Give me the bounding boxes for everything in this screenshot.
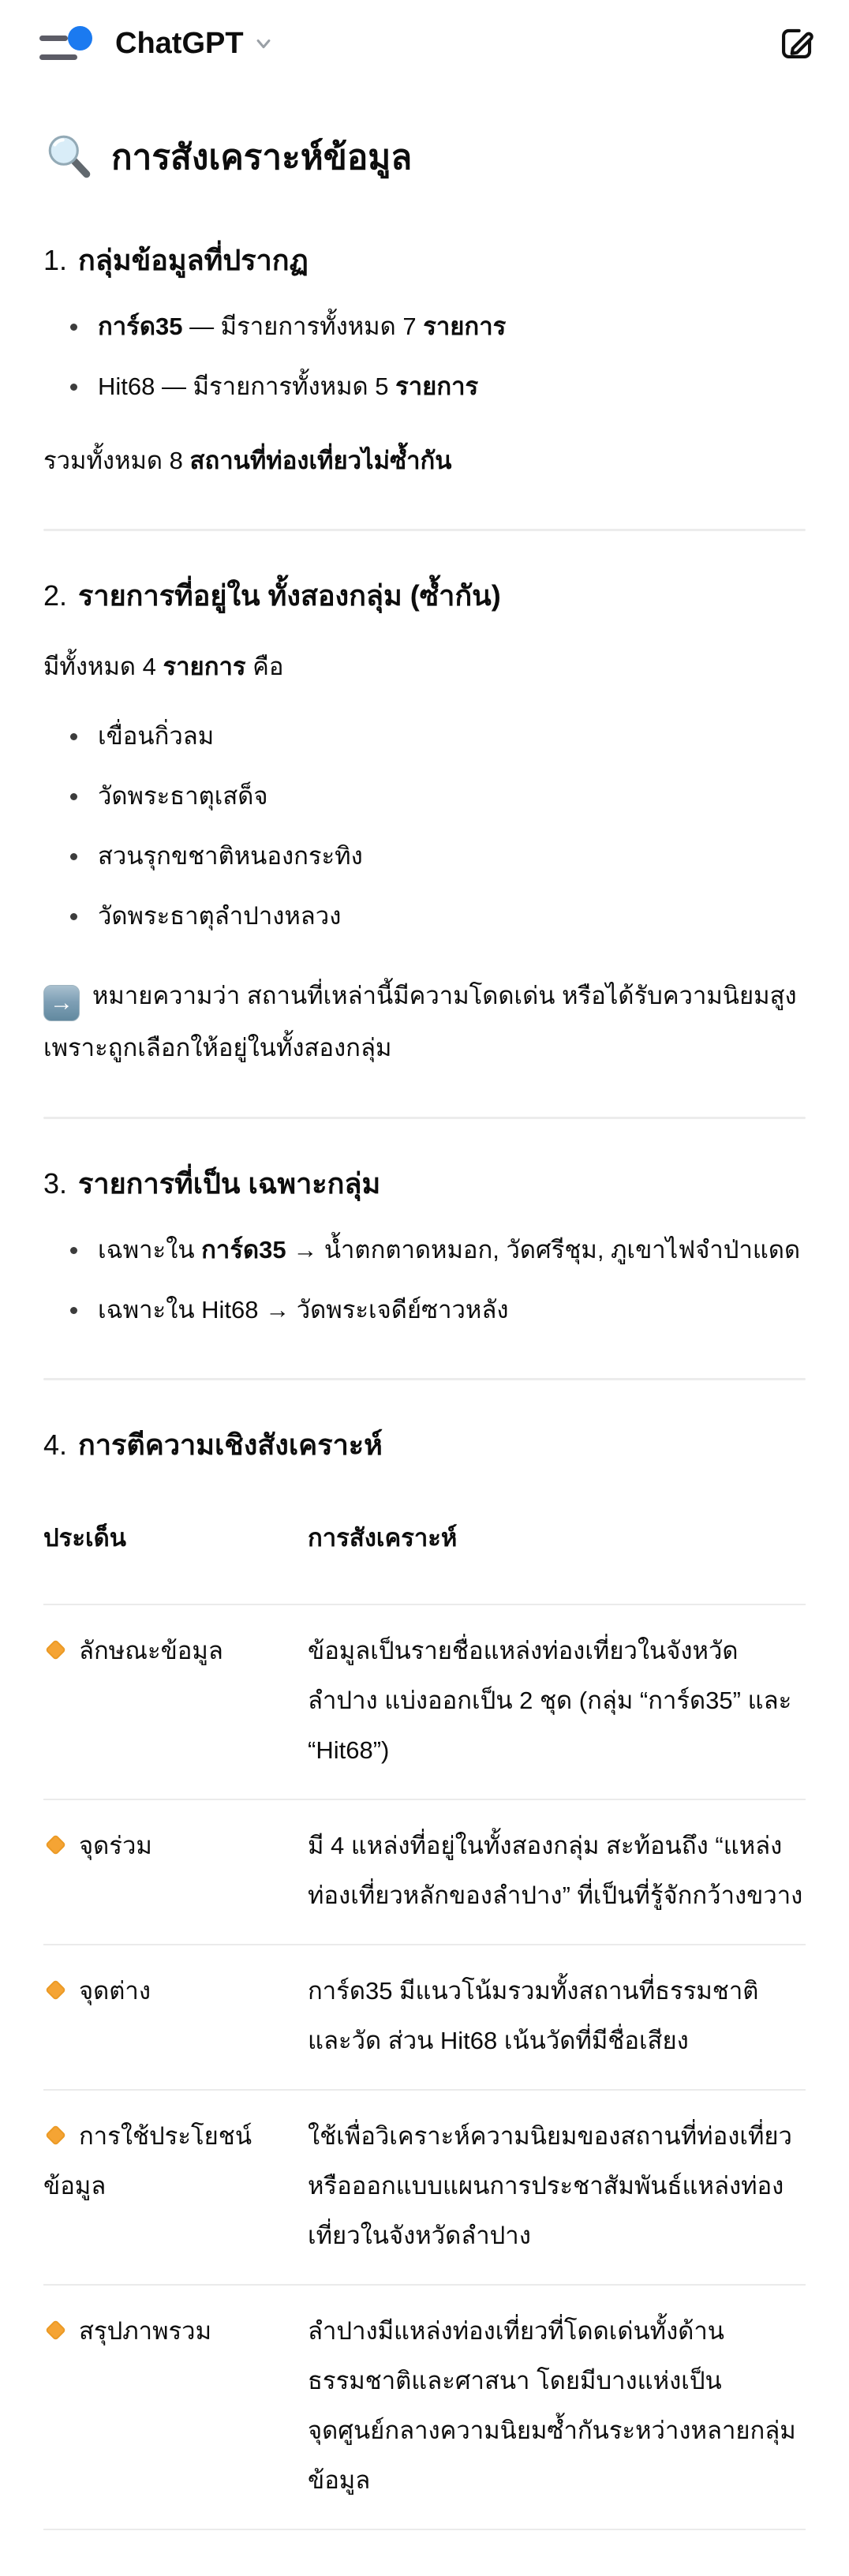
bullet-list: [43, 301, 806, 412]
top-bar: [0, 0, 849, 87]
section-title: รายการที่เป็น เฉพาะกลุ่ม: [78, 1167, 381, 1200]
list-item: [43, 891, 806, 942]
bullet-icon: [70, 1247, 77, 1254]
list-item-text: เฉพาะใน Hit68 → วัดพระเจดีย์ซาวหลัง: [98, 1296, 509, 1324]
list-item-text: วัดพระธาตุเสด็จ: [98, 782, 268, 810]
synthesis-table: [43, 1489, 806, 2530]
notification-dot-icon: [68, 26, 92, 51]
right-arrow-icon: →: [43, 985, 80, 1021]
list-item-text: การ์ด35 — มีรายการทั้งหมด 7 รายการ: [98, 313, 507, 340]
list-item: [43, 1285, 806, 1335]
page-title-text: การสังเคราะห์ข้อมูล: [111, 138, 413, 177]
orange-diamond-icon: [45, 2125, 66, 2146]
list-item-text: เขื่อนกิ่วลม: [98, 722, 215, 750]
section-title: การตีความเชิงสังเคราะห์: [78, 1428, 383, 1461]
list-item: [43, 301, 806, 352]
note-line: [43, 970, 806, 1074]
bullet-icon: [70, 384, 77, 391]
topic-cell: การใช้ประโยชน์ข้อมูล: [43, 2122, 252, 2200]
assistant-message: [0, 126, 849, 2530]
topic-cell: ลักษณะข้อมูล: [43, 1605, 308, 1799]
topic-cell: สรุปภาพรวม: [43, 2286, 308, 2529]
bullet-icon: [70, 853, 77, 860]
analysis-cell: ใช้เพื่อวิเคราะห์ความนิยมของสถานที่ท่องเที่ยว หรือออกแบบแผนการประชาสัมพันธ์แหล่งท่องเที่ยวในจังหวัดลำปาง: [308, 2122, 792, 2249]
divider: [43, 1378, 806, 1380]
section-number: 1.: [43, 244, 68, 276]
bullet-icon: [70, 324, 77, 331]
bullet-icon: [70, 733, 77, 740]
bullet-icon: [70, 1307, 77, 1314]
model-selector[interactable]: [115, 27, 275, 61]
note-text: หมายความว่า สถานที่เหล่านี้มีความโดดเด่น หรือได้รับความนิยมสูง เพราะถูกเลือกให้อยู่ในทั้งสองกลุ่ม: [43, 982, 797, 1061]
bullet-icon: [70, 913, 77, 920]
magnifying-glass-icon: [43, 132, 95, 184]
list-item: [43, 361, 806, 412]
section-heading-2: [43, 574, 806, 618]
section-number: 4.: [43, 1428, 68, 1461]
bullet-list: [43, 711, 806, 942]
menu-bar-icon: [39, 54, 77, 60]
divider: [43, 529, 806, 531]
menu-bar-icon: [39, 36, 68, 41]
topic-cell: จุดต่าง: [43, 1945, 308, 2089]
section-heading-3: [43, 1162, 806, 1206]
list-item-text: Hit68 — มีรายการทั้งหมด 5 รายการ: [98, 373, 479, 400]
list-item-text: วัดพระธาตุลำปางหลวง: [98, 902, 342, 930]
table-header-row: [43, 1489, 806, 1605]
table-header-topic: ประเด็น: [43, 1524, 126, 1552]
chevron-down-icon: [252, 32, 275, 55]
list-item-text: เฉพาะใน การ์ด35 → น้ำตกตาดหมอก, วัดศรีชุม, ภูเขาไฟจำป่าแดด: [98, 1236, 801, 1264]
orange-diamond-icon: [45, 2320, 66, 2341]
analysis-cell: ลำปางมีแหล่งท่องเที่ยวที่โดดเด่นทั้งด้านธรรมชาติและศาสนา โดยมีบางแห่งเป็นจุดศูนย์กลางความนิยมซ้ำกันระหว่างหลายกลุ่มข้อมูล: [308, 2317, 796, 2494]
app-title: ChatGPT: [115, 26, 244, 60]
table-row: [43, 1945, 806, 2091]
list-item: [43, 711, 806, 762]
table-row: [43, 1800, 806, 1945]
section-heading-4: [43, 1423, 806, 1467]
table-header-analysis: การสังเคราะห์: [308, 1524, 458, 1552]
bullet-icon: [70, 793, 77, 800]
analysis-cell: มี 4 แหล่งที่อยู่ในทั้งสองกลุ่ม สะท้อนถึง “แหล่งท่องเที่ยวหลักของลำปาง” ที่เป็นที่รู้จักกว้างขวาง: [308, 1832, 803, 1909]
bullet-list: [43, 1225, 806, 1335]
orange-diamond-icon: [45, 1639, 66, 1661]
divider: [43, 1117, 806, 1119]
table-row: [43, 2286, 806, 2530]
section-number: 2.: [43, 579, 68, 612]
section-number: 3.: [43, 1167, 68, 1200]
summary-line: รวมทั้งหมด 8 สถานที่ท่องเที่ยวไม่ซ้ำกัน: [43, 447, 452, 474]
section-title: กลุ่มข้อมูลที่ปรากฏ: [78, 244, 309, 276]
section-heading-1: [43, 238, 806, 283]
list-item: [43, 771, 806, 822]
intro-line: มีทั้งหมด 4 รายการ คือ: [43, 653, 284, 680]
page-title: [43, 126, 806, 189]
compose-icon: [776, 23, 817, 64]
topic-cell: จุดร่วม: [43, 1800, 308, 1944]
list-item: [43, 1225, 806, 1275]
table-row: [43, 1605, 806, 1800]
new-chat-button[interactable]: [773, 20, 821, 67]
table-row: [43, 2091, 806, 2286]
sidebar-toggle-button[interactable]: [32, 20, 98, 67]
analysis-cell: ข้อมูลเป็นรายชื่อแหล่งท่องเที่ยวในจังหวัดลำปาง แบ่งออกเป็น 2 ชุด (กลุ่ม “การ์ด35” และ “Hit68”): [308, 1637, 792, 1764]
section-title: รายการที่อยู่ใน ทั้งสองกลุ่ม (ซ้ำกัน): [78, 579, 501, 612]
list-item: [43, 831, 806, 882]
orange-diamond-icon: [45, 1979, 66, 2001]
analysis-cell: การ์ด35 มีแนวโน้มรวมทั้งสถานที่ธรรมชาติ และวัด ส่วน Hit68 เน้นวัดที่มีชื่อเสียง: [308, 1977, 759, 2054]
orange-diamond-icon: [45, 1834, 66, 1855]
list-item-text: สวนรุกขชาติหนองกระทิง: [98, 842, 363, 870]
